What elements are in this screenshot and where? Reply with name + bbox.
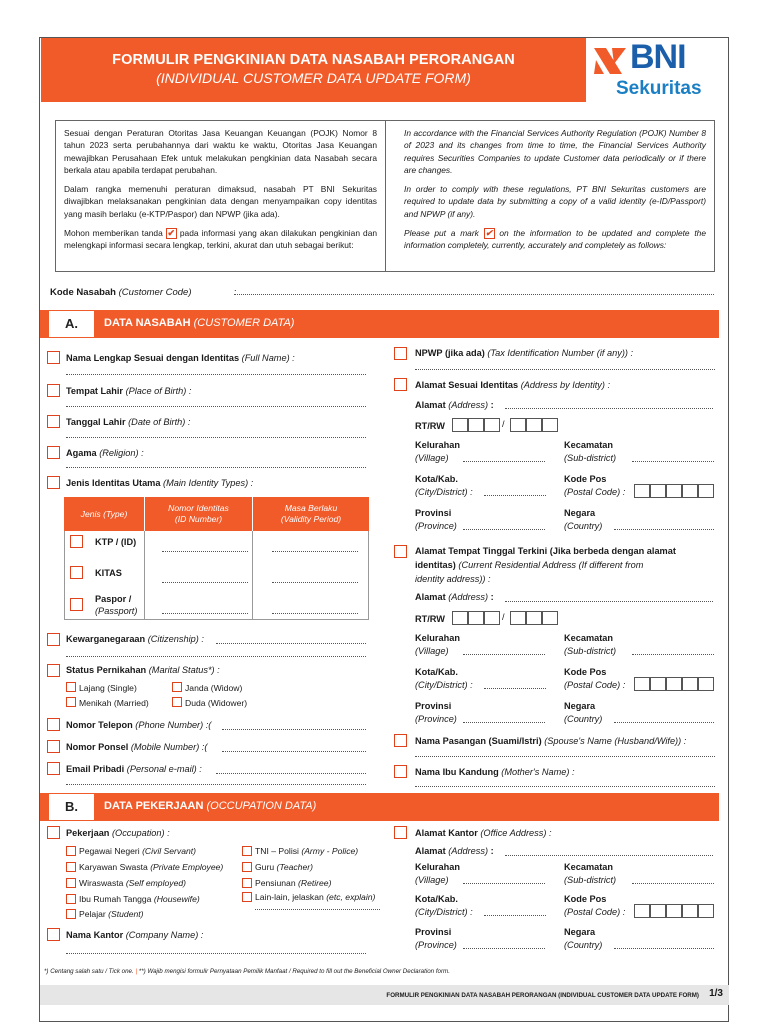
rt-box[interactable] [452,418,468,432]
postal-box[interactable] [666,484,682,498]
rt-box[interactable] [484,611,500,625]
rw-box[interactable] [542,418,558,432]
postal-label-en-2: (Postal Code) : [564,680,626,690]
npwp-checkbox[interactable] [394,347,407,360]
mobile-checkbox[interactable] [47,740,60,753]
phone-label: Nomor Telepon (Phone Number) :( [66,720,212,730]
office-address-field[interactable] [505,855,713,856]
village-field[interactable] [463,461,545,462]
village-field-2[interactable] [463,654,545,655]
dob-checkbox[interactable] [47,415,60,428]
subdistrict-field[interactable] [632,461,714,462]
npwp-label: NPWP (jika ada) (Tax Identification Number (if any)) : [415,348,634,358]
office-country-label: Negara [564,927,596,937]
office-country-field[interactable] [614,948,714,949]
email-field-2[interactable] [66,784,366,785]
section-a-title: DATA NASABAH (CUSTOMER DATA) [104,317,295,329]
rt-box[interactable] [484,418,500,432]
ktp-checkbox[interactable] [70,535,83,548]
rw-box[interactable] [510,418,526,432]
postal-box[interactable] [698,677,714,691]
rw-box[interactable] [526,611,542,625]
email-label: Email Pribadi (Personal e-mail) : [66,764,202,774]
province-label-en: (Province) [415,521,457,531]
bni-logo-icon [592,44,632,80]
intro-en-p1: In accordance with the Financial Services Authority Regulation (POJK) Number 8 of 2023 and its changes from time to time, the Financial Services Authority requires Securities Companies to update Customer data periodically or if there are changes. [404,128,706,175]
mother-checkbox[interactable] [394,765,407,778]
passport-validity-field[interactable] [272,613,358,614]
company-label: Nama Kantor (Company Name) : [66,930,204,940]
mother-field[interactable] [415,786,715,787]
office-city-label-en: (City/District) : [415,907,473,917]
email-field[interactable] [216,773,366,774]
address-label-2: Alamat (Address) : [415,592,494,602]
other-occupation-label: Lain-lain, jelaskan (etc, explain) [255,892,376,902]
city-label-en-2: (City/District) : [415,680,473,690]
section-a-header [40,310,719,338]
other-occupation-checkbox[interactable] [242,892,252,902]
section-b-letter: B. [48,793,95,821]
colon: : [234,287,237,297]
retiree-checkbox[interactable] [242,878,252,888]
province-field-2[interactable] [463,722,545,723]
village-label: Kelurahan [415,440,460,450]
pob-checkbox[interactable] [47,384,60,397]
widower-checkbox[interactable] [172,697,182,707]
dob-field[interactable] [66,437,366,438]
intro-english [396,121,714,271]
ktp-validity-field[interactable] [272,551,358,552]
th-validity: Masa Berlaku (Validity Period) [252,497,369,531]
postal-box[interactable] [698,484,714,498]
postal-box[interactable] [650,677,666,691]
passport-label-en: (Passport) [95,606,138,616]
slash: / [502,612,505,622]
form-header [41,38,586,102]
village-label-en-2: (Village) [415,646,449,656]
city-label-2: Kota/Kab. [415,667,458,677]
rtrw-label-2: RT/RW [415,614,445,624]
intro-id-p2: Dalam rangka memenuhi peraturan dimaksud, nasabah PT BNI Sekuritas diwajibkan melaksanakan pengkinian data dengan menyampaikan copy identitas yang masih berlaku (e-KTP/Paspor) dan NPWP (jika ada). [64,184,377,219]
footer-form-name: FORMULIR PENGKINIAN DATA NASABAH PERORANGAN (INDIVIDUAL CUSTOMER DATA UPDATE FORM) [386,992,699,999]
religion-checkbox[interactable] [47,446,60,459]
private-employee-checkbox[interactable] [66,862,76,872]
company-checkbox[interactable] [47,928,60,941]
current-address-label-1: Alamat Tempat Tinggal Terkini (Jika berbeda dengan alamat [415,546,676,556]
postal-label-2: Kode Pos [564,667,607,677]
spouse-checkbox[interactable] [394,734,407,747]
postal-box[interactable] [698,904,714,918]
email-checkbox[interactable] [47,762,60,775]
self-employed-checkbox[interactable] [66,878,76,888]
idtype-label: Jenis Identitas Utama (Main Identity Types) : [66,478,254,488]
marital-label: Status Pernikahan (Marital Status*) : [66,665,220,675]
office-address-label: Alamat Kantor (Office Address) : [415,828,552,838]
current-address-checkbox[interactable] [394,545,407,558]
rt-box[interactable] [468,611,484,625]
intro-indonesian [56,121,386,271]
postal-label-en: (Postal Code) : [564,487,626,497]
mobile-label: Nomor Ponsel (Mobile Number) :( [66,742,208,752]
subdistrict-label: Kecamatan [564,440,614,450]
widow-checkbox[interactable] [172,682,182,692]
occupation-label: Pekerjaan (Occupation) : [66,828,170,838]
office-village-label-en: (Village) [415,875,449,885]
postal-box[interactable] [682,904,698,918]
section-a-letter: A. [48,310,95,338]
country-label-2: Negara [564,701,596,711]
fullname-field[interactable] [66,374,366,375]
address-label: Alamat (Address) : [415,400,494,410]
idtype-checkbox[interactable] [47,476,60,489]
page-number: 1/3 [709,988,723,999]
tick-mark-icon: ✔ [167,228,176,239]
kitas-validity-field[interactable] [272,582,358,583]
pob-label: Tempat Lahir (Place of Birth) : [66,386,192,396]
widow-label: Janda (Widow) [185,683,243,693]
ktp-label: KTP / (ID) [95,537,137,547]
office-postal-label-en: (Postal Code) : [564,907,626,917]
civil-servant-label: Pegawai Negeri (Civil Servant) [79,846,197,856]
widower-label: Duda (Widower) [185,698,248,708]
th-number: Nomor Identitas (ID Number) [144,497,252,531]
footer-bar [40,985,729,1005]
subdistrict-label-2: Kecamatan [564,633,614,643]
logo-sub: Sekuritas [616,78,702,99]
city-label: Kota/Kab. [415,474,458,484]
office-province-label: Provinsi [415,927,452,937]
spouse-label: Nama Pasangan (Suami/Istri) (Spouse's Name (Husband/Wife)) : [415,736,687,746]
logo-brand: BNI [630,38,686,76]
passport-number-field[interactable] [162,613,248,614]
pob-field[interactable] [66,406,366,407]
citizenship-checkbox[interactable] [47,633,60,646]
student-checkbox[interactable] [66,909,76,919]
retiree-label: Pensiunan (Retiree) [255,878,332,888]
religion-field[interactable] [66,467,366,468]
postal-box[interactable] [634,484,650,498]
rw-box[interactable] [542,611,558,625]
office-city-field[interactable] [484,915,546,916]
marital-checkbox[interactable] [47,664,60,677]
teacher-label: Guru (Teacher) [255,862,313,872]
city-label-en: (City/District) : [415,487,473,497]
country-field-2[interactable] [614,722,714,723]
postal-label: Kode Pos [564,474,607,484]
phone-field[interactable] [222,729,366,730]
office-subdistrict-field[interactable] [632,883,714,884]
intro-box [55,120,715,272]
id-address-checkbox[interactable] [394,378,407,391]
village-label-en: (Village) [415,453,449,463]
subdistrict-label-en: (Sub-district) [564,453,617,463]
country-label-en: (Country) [564,521,603,531]
office-province-field[interactable] [463,948,545,949]
subdistrict-field-2[interactable] [632,654,714,655]
postal-box[interactable] [650,904,666,918]
village-label-2: Kelurahan [415,633,460,643]
form-title: FORMULIR PENGKINIAN DATA NASABAH PERORANGAN [112,52,515,68]
married-label: Menikah (Married) [79,698,149,708]
id-table-header [64,497,369,531]
intro-en-p3: Please put a mark ✔ on the information to be updated and complete the information completely, currently, accurately and completely as follows: [404,228,706,251]
occupation-checkbox[interactable] [47,826,60,839]
student-label: Pelajar (Student) [79,909,144,919]
mobile-field[interactable] [222,751,366,752]
mother-label: Nama Ibu Kandung (Mother's Name) : [415,767,575,777]
rw-box[interactable] [526,418,542,432]
city-field[interactable] [484,495,546,496]
rw-box[interactable] [510,611,526,625]
office-village-label: Kelurahan [415,862,460,872]
dob-label: Tanggal Lahir (Date of Birth) : [66,417,191,427]
npwp-field[interactable] [415,369,715,370]
customer-code-label: Kode Nasabah (Customer Code) [50,287,192,298]
rt-box[interactable] [468,418,484,432]
tick-mark-icon: ✔ [485,228,493,239]
rt-box[interactable] [452,611,468,625]
office-city-label: Kota/Kab. [415,894,458,904]
army-police-checkbox[interactable] [242,846,252,856]
province-label: Provinsi [415,508,452,518]
other-occupation-field[interactable] [255,909,380,910]
section-b-header [40,793,719,821]
city-field-2[interactable] [484,688,546,689]
postal-box[interactable] [682,484,698,498]
phone-checkbox[interactable] [47,718,60,731]
divider [252,531,253,620]
intro-en-p2: In order to comply with these regulations, PT BNI Sekuritas customers are required to update data by submitting a copy of a valid identity (e-ID/Passport) and NPWP (if any). [404,184,706,219]
civil-servant-checkbox[interactable] [66,846,76,856]
religion-label: Agama (Religion) : [66,448,144,458]
address-field[interactable] [505,408,713,409]
th-type: Jenis (Type) [80,508,128,519]
current-address-label-3: identity address)) : [415,574,491,584]
rtrw-label: RT/RW [415,421,445,431]
current-address-label-2: identitas) (Current Residential Address (If different from [415,560,644,570]
form-subtitle: (INDIVIDUAL CUSTOMER DATA UPDATE FORM) [156,70,471,86]
army-police-label: TNI – Polisi (Army - Police) [255,846,359,856]
footnote: *) Centang salah satu / Tick one. | **) Wajib mengisi formulir Pernyataan Pemilik Manfaat / Required to fill out the Beneficial Owner Declaration form. [44,968,450,975]
housewife-label: Ibu Rumah Tangga (Housewife) [79,894,200,904]
country-field[interactable] [614,529,714,530]
office-addr-label: Alamat (Address) : [415,846,494,856]
divider [144,531,145,620]
office-village-field[interactable] [463,883,545,884]
country-label: Negara [564,508,596,518]
passport-label: Paspor / [95,594,132,604]
slash: / [502,419,505,429]
citizenship-label: Kewarganegaraan (Citizenship) : [66,634,204,644]
address-field-2[interactable] [505,601,713,602]
province-label-2: Provinsi [415,701,452,711]
office-subdistrict-label: Kecamatan [564,862,614,872]
postal-box[interactable] [634,677,650,691]
housewife-checkbox[interactable] [66,894,76,904]
province-field[interactable] [463,529,545,530]
citizenship-field[interactable] [216,643,366,644]
company-field[interactable] [66,953,366,954]
passport-checkbox[interactable] [70,598,83,611]
section-b-title: DATA PEKERJAAN (OCCUPATION DATA) [104,800,317,812]
office-postal-label: Kode Pos [564,894,607,904]
fullname-label: Nama Lengkap Sesuai dengan Identitas (Full Name) : [66,353,295,363]
bni-sekuritas-logo [590,38,720,102]
married-checkbox[interactable] [66,697,76,707]
subdistrict-label-en-2: (Sub-district) [564,646,617,656]
office-country-label-en: (Country) [564,940,603,950]
postal-box[interactable] [666,677,682,691]
intro-id-p3: Mohon memberikan tanda ✔ pada informasi yang akan dilakukan pengkinian dan melengkapi informasi secara lengkap, terkini, akurat dan utuh sebagai berikut: [64,228,378,251]
fullname-checkbox[interactable] [47,351,60,364]
self-employed-label: Wiraswasta (Self employed) [79,878,186,888]
ktp-number-field[interactable] [162,551,248,552]
office-subdistrict-label-en: (Sub-district) [564,875,617,885]
citizenship-field-2[interactable] [66,656,366,657]
kitas-checkbox[interactable] [70,566,83,579]
teacher-checkbox[interactable] [242,862,252,872]
postal-box[interactable] [634,904,650,918]
province-label-en-2: (Province) [415,714,457,724]
office-province-label-en: (Province) [415,940,457,950]
customer-code-field[interactable] [234,294,714,295]
single-label: Lajang (Single) [79,683,137,693]
postal-box[interactable] [666,904,682,918]
postal-box[interactable] [650,484,666,498]
country-label-en-2: (Country) [564,714,603,724]
single-checkbox[interactable] [66,682,76,692]
kitas-number-field[interactable] [162,582,248,583]
postal-box[interactable] [682,677,698,691]
kitas-label: KITAS [95,568,122,578]
office-address-checkbox[interactable] [394,826,407,839]
intro-id-p1: Sesuai dengan Peraturan Otoritas Jasa Keuangan Keuangan (POJK) Nomor 8 tahun 2023 serta perubahannya dari waktu ke waktu, Otoritas Jasa Keuangan mewajibkan Perusahaan Efek untuk melakukan pengkinian data Nasabah secara berkala atau apabila terdapat perubahan. [64,128,377,175]
spouse-field[interactable] [415,756,715,757]
id-address-label: Alamat Sesuai Identitas (Address by Identity) : [415,380,611,390]
private-employee-label: Karyawan Swasta (Private Employee) [79,862,224,872]
